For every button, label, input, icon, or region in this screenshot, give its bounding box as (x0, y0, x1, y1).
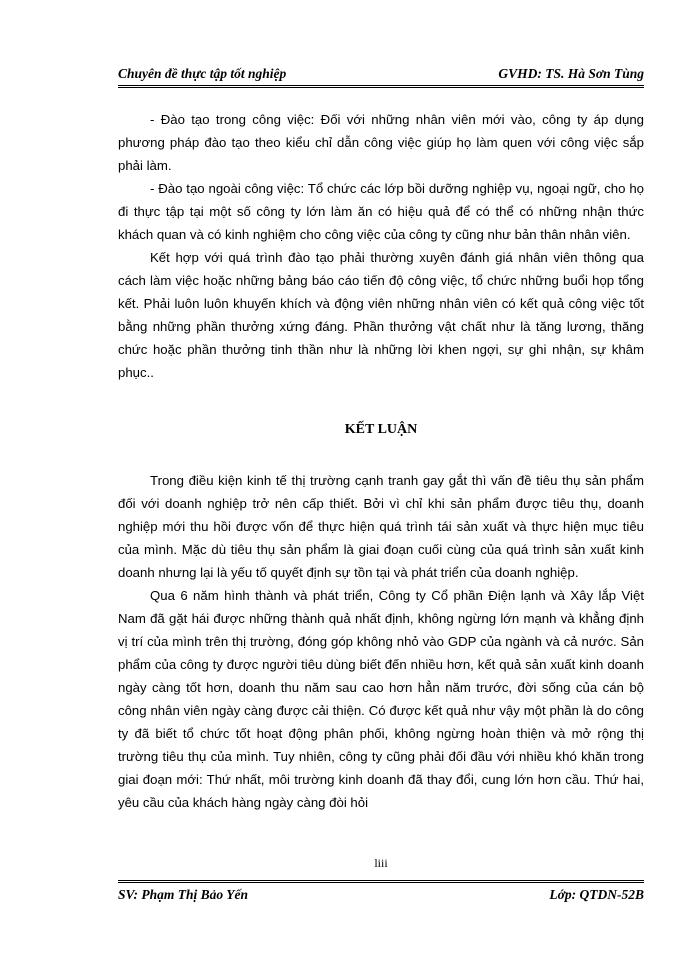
footer-student-name: SV: Phạm Thị Bảo Yến (118, 887, 249, 902)
paragraph-off-job-training: - Đào tạo ngoài công việc: Tổ chức các lớp bồi dưỡng nghiệp vụ, ngoại ngữ, cho họ đi thực tập tại một số công ty lớn làm ăn có hiệu quả để có thể có những nhận thức khách quan và có kinh nghiệm cho công việc của công ty cũng như bản thân nhân viên. (118, 181, 644, 242)
header-supervisor: GVHD: TS. Hà Sơn Tùng (498, 66, 644, 81)
paragraph-conclusion-intro: Trong điều kiện kinh tế thị trường cạnh tranh gay gắt thì vấn đề tiêu thụ sản phẩm đối với doanh nghiệp trở nên cấp thiết. Bởi vì chỉ khi sản phẩm được tiêu thụ, doanh nghiệp mới thu hồi được vốn để thực hiện quá trình tái sản xuất và thực hiện mục tiêu của mình. Mặc dù tiêu thụ sản phẩm là giai đoạn cuối cùng của quá trình sản xuất kinh doanh nhưng lại là yếu tố quyết định sự tồn tại và phát triển của doanh nghiệp. (118, 473, 644, 580)
paragraph-conclusion-company: Qua 6 năm hình thành và phát triển, Công ty Cổ phần Điện lạnh và Xây lắp Việt Nam đã gặt hái được những thành quả nhất định, không ngừng lớn mạnh và khẳng định vị trí của mình trên thị trường, đóng góp không nhỏ vào GDP của ngành và cả nước. Sản phẩm của công ty được người tiêu dùng biết đến nhiều hơn, kết quả sản xuất kinh doanh ngày càng tốt hơn, doanh thu năm sau cao hơn hẳn năm trước, đời sống của cán bộ công nhân viên ngày càng được cải thiện. Có được kết quả như vậy một phần là do công ty đã biết tổ chức tốt hoạt động phân phối, không ngừng hoàn thiện và mở rộng thị trường tiêu thụ của mình. Tuy nhiên, công ty cũng phải đối đầu với nhiều khó khăn trong giai đoạn mới: Thứ nhất, môi trường kinh doanh đã thay đổi, cung lớn hơn cầu. Thứ hai, yêu cầu của khách hàng ngày càng đòi hỏi (118, 588, 644, 810)
paragraph-evaluation: Kết hợp với quá trình đào tạo phải thường xuyên đánh giá nhân viên thông qua cách làm việc hoặc những bảng báo cáo tiến độ công việc, tổ chức những buổi họp tổng kết. Phải luôn luôn khuyến khích và động viên những nhân viên có kết quả công việc tốt bằng những phần thưởng xứng đáng. Phần thưởng vật chất như là tăng lương, thăng chức hoặc phần thưởng tinh thần như là những lời khen ngợi, sự ghi nhận, sự khâm phục.. (118, 250, 644, 380)
page-number: liii (374, 856, 388, 870)
paragraph-on-job-training: - Đào tạo trong công việc: Đối với những nhân viên mới vào, công ty áp dụng phương pháp đào tạo theo kiểu chỉ dẫn công việc giúp họ làm quen với công việc sắp phải làm. (118, 112, 644, 173)
page-header (118, 60, 644, 88)
page-body (118, 108, 644, 814)
footer-class: Lớp: QTDN-52B (549, 887, 644, 902)
header-document-title: Chuyên đề thực tập tốt nghiệp (118, 66, 287, 81)
section-heading-conclusion: KẾT LUẬN (344, 422, 418, 437)
page-footer (118, 880, 644, 909)
